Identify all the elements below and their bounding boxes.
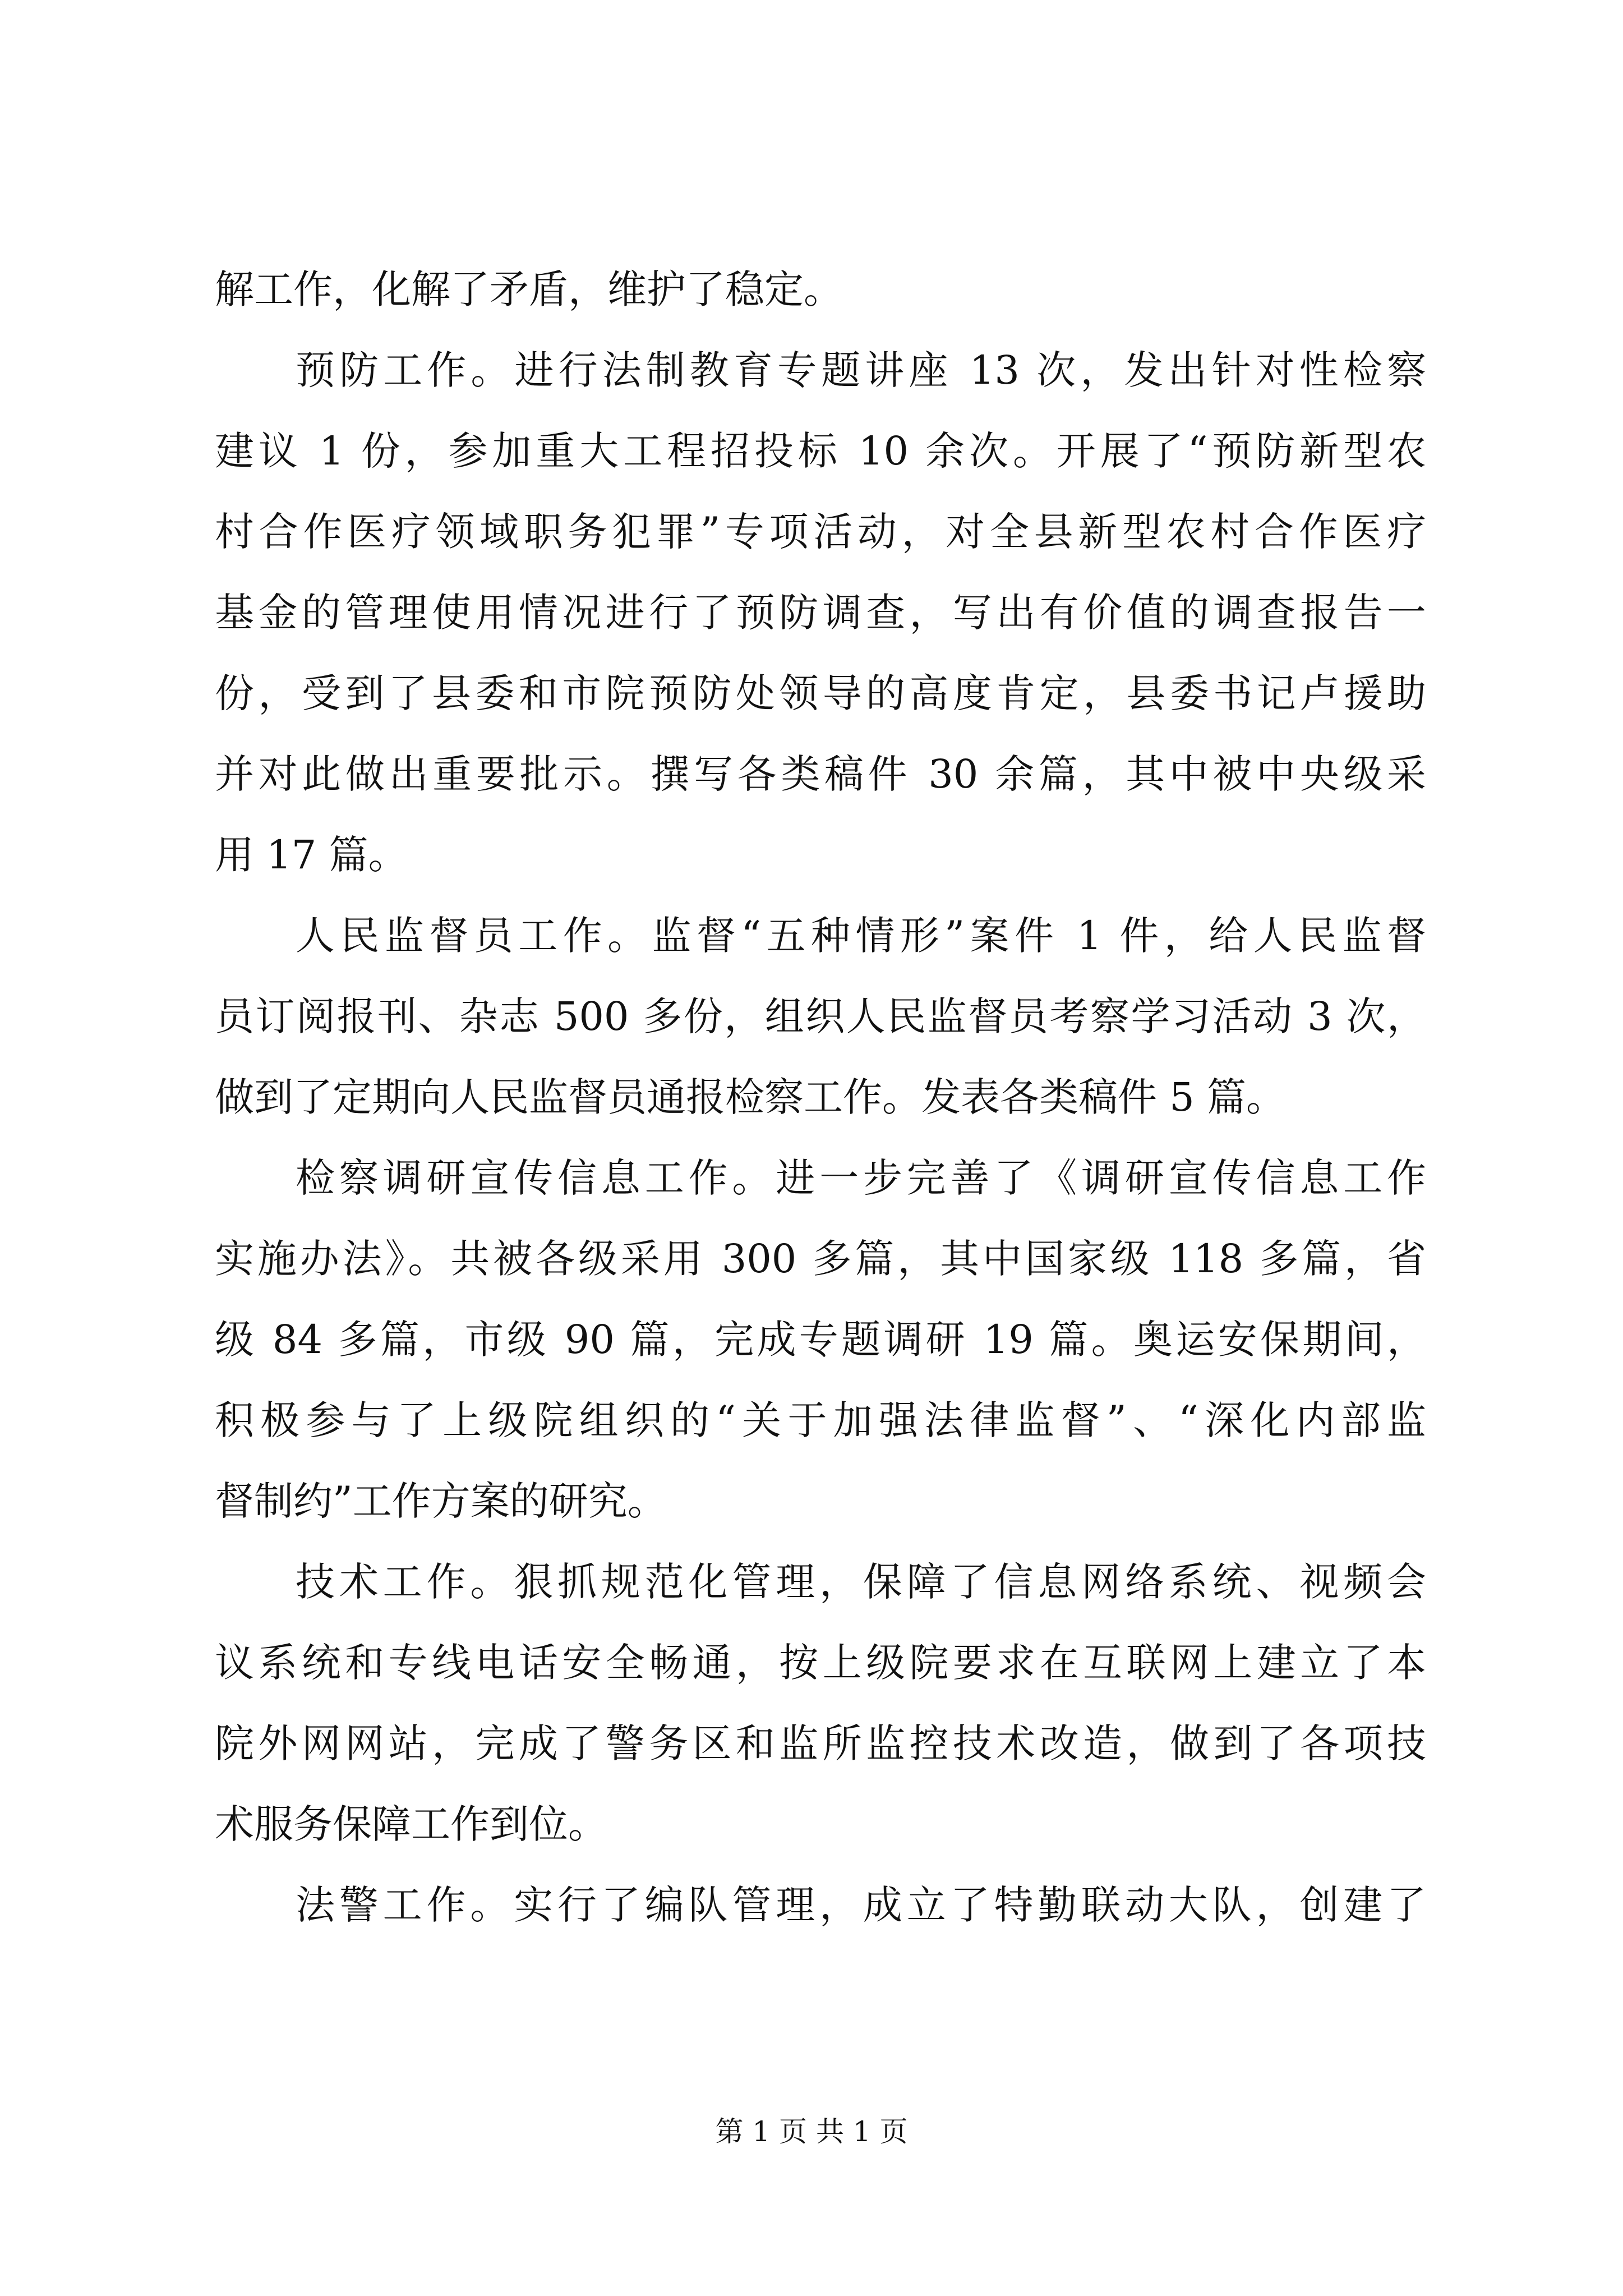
paragraph-line: 员订阅报刊、杂志 500 多份，组织人民监督员考察学习活动 3 次， xyxy=(215,993,1426,1039)
paragraph-line: 级 84 多篇，市级 90 篇，完成专题调研 19 篇。奥运安保期间， xyxy=(215,1317,1426,1363)
paragraph-line: 解工作，化解了矛盾，维护了稳定。 xyxy=(215,266,843,312)
paragraph-line: 并对此做出重要批示。撰写各类稿件 30 余篇，其中被中央级采 xyxy=(215,751,1426,797)
paragraph-line: 实施办法》。共被各级采用 300 多篇，其中国家级 118 多篇，省 xyxy=(215,1236,1426,1282)
paragraph-line: 村合作医疗领域职务犯罪”专项活动，对全县新型农村合作医疗 xyxy=(215,509,1426,555)
paragraph-line: 督制约”工作方案的研究。 xyxy=(215,1478,667,1524)
paragraph-line: 积极参与了上级院组织的“关于加强法律监督”、“深化内部监 xyxy=(215,1397,1426,1443)
paragraph-line: 基金的管理使用情况进行了预防调查，写出有价值的调查报告一 xyxy=(215,590,1426,636)
page-footer xyxy=(0,2115,1623,2148)
paragraph-line: 建议 1 份，参加重大工程招投标 10 余次。开展了“预防新型农 xyxy=(215,428,1426,474)
paragraph-line: 检察调研宣传信息工作。进一步完善了《调研宣传信息工作 xyxy=(296,1155,1426,1201)
paragraph-line: 议系统和专线电话安全畅通，按上级院要求在互联网上建立了本 xyxy=(215,1640,1426,1686)
paragraph-line: 人民监督员工作。监督“五种情形”案件 1 件，给人民监督 xyxy=(296,913,1426,959)
paragraph-line: 技术工作。狠抓规范化管理，保障了信息网络系统、视频会 xyxy=(296,1559,1426,1605)
page-number-label: 第 1 页 共 1 页 xyxy=(715,2115,908,2148)
paragraph-line: 做到了定期向人民监督员通报检察工作。发表各类稿件 5 篇。 xyxy=(215,1074,1286,1120)
paragraph-line: 份，受到了县委和市院预防处领导的高度肯定，县委书记卢援助 xyxy=(215,670,1426,716)
paragraph-line: 预防工作。进行法制教育专题讲座 13 次，发出针对性检察 xyxy=(296,347,1426,393)
paragraph-line: 用 17 篇。 xyxy=(215,832,408,878)
document-body xyxy=(215,249,1426,1945)
paragraph-line: 法警工作。实行了编队管理，成立了特勤联动大队，创建了 xyxy=(296,1882,1426,1928)
paragraph-line: 院外网网站，完成了警务区和监所监控技术改造，做到了各项技 xyxy=(215,1720,1426,1766)
paragraph-line: 术服务保障工作到位。 xyxy=(215,1801,607,1847)
